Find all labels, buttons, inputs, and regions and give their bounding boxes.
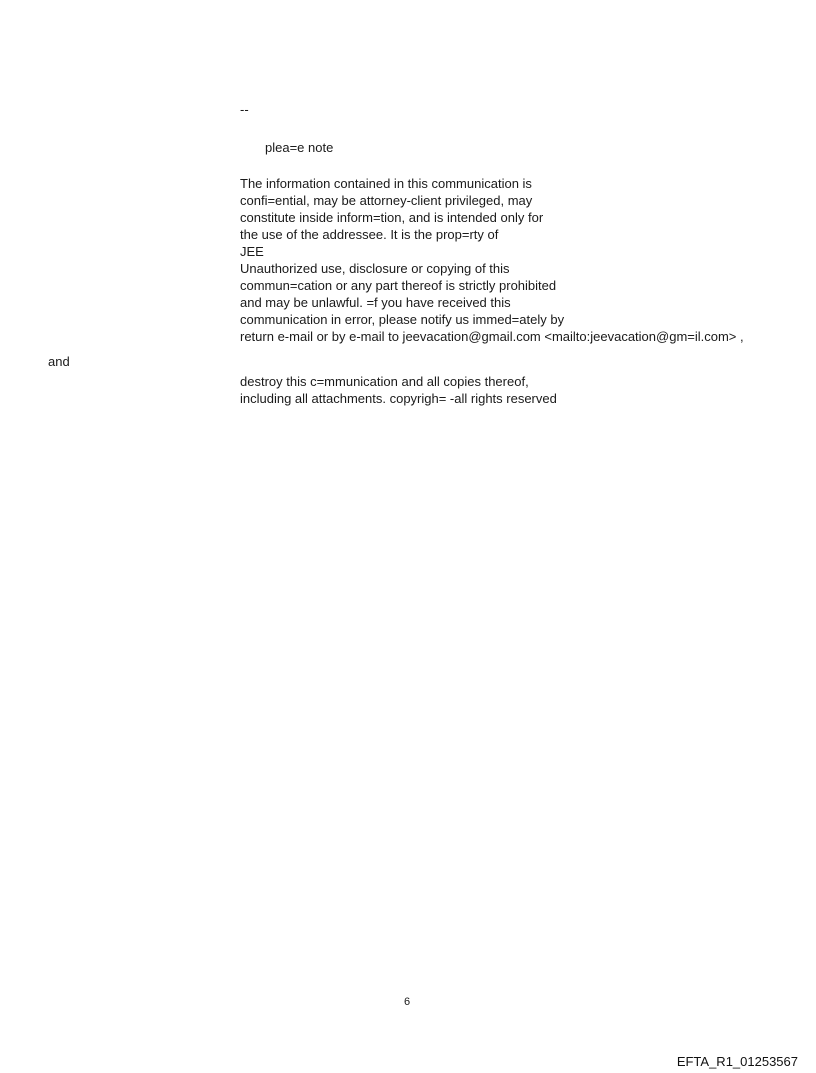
- disclaimer-line: constitute inside inform=tion, and is intended only for: [240, 210, 544, 225]
- disclaimer-line: and may be unlawful. =f you have received this: [240, 295, 511, 310]
- disclaimer-line: Unauthorized use, disclosure or copying of this: [240, 261, 510, 276]
- closing-line: destroy this c=mmunication and all copies thereof,: [240, 374, 529, 389]
- disclaimer-line: The information contained in this communication is: [240, 176, 532, 191]
- disclaimer-line-email: return e-mail or by e-mail to jeevacation@gmail.com <mailto:jeevacation@gm=il.com> ,: [240, 329, 744, 344]
- page-number: 6: [404, 996, 411, 1008]
- disclaimer-line: JEE: [240, 244, 264, 259]
- disclaimer-line: confi=ential, may be attorney-client privileged, may: [240, 193, 533, 208]
- disclaimer-line: commun=cation or any part thereof is strictly prohibited: [240, 278, 557, 293]
- bates-number: EFTA_R1_01253567: [676, 1054, 798, 1069]
- signature-separator: --: [240, 102, 249, 117]
- wrapped-word: and: [48, 354, 70, 369]
- disclaimer-line: communication in error, please notify us immed=ately by: [240, 312, 565, 327]
- disclaimer-line: the use of the addressee. It is the prop=rty of: [240, 227, 499, 242]
- note-heading: plea=e note: [265, 140, 334, 155]
- closing-line: including all attachments. copyrigh= -all rights reserved: [240, 391, 557, 406]
